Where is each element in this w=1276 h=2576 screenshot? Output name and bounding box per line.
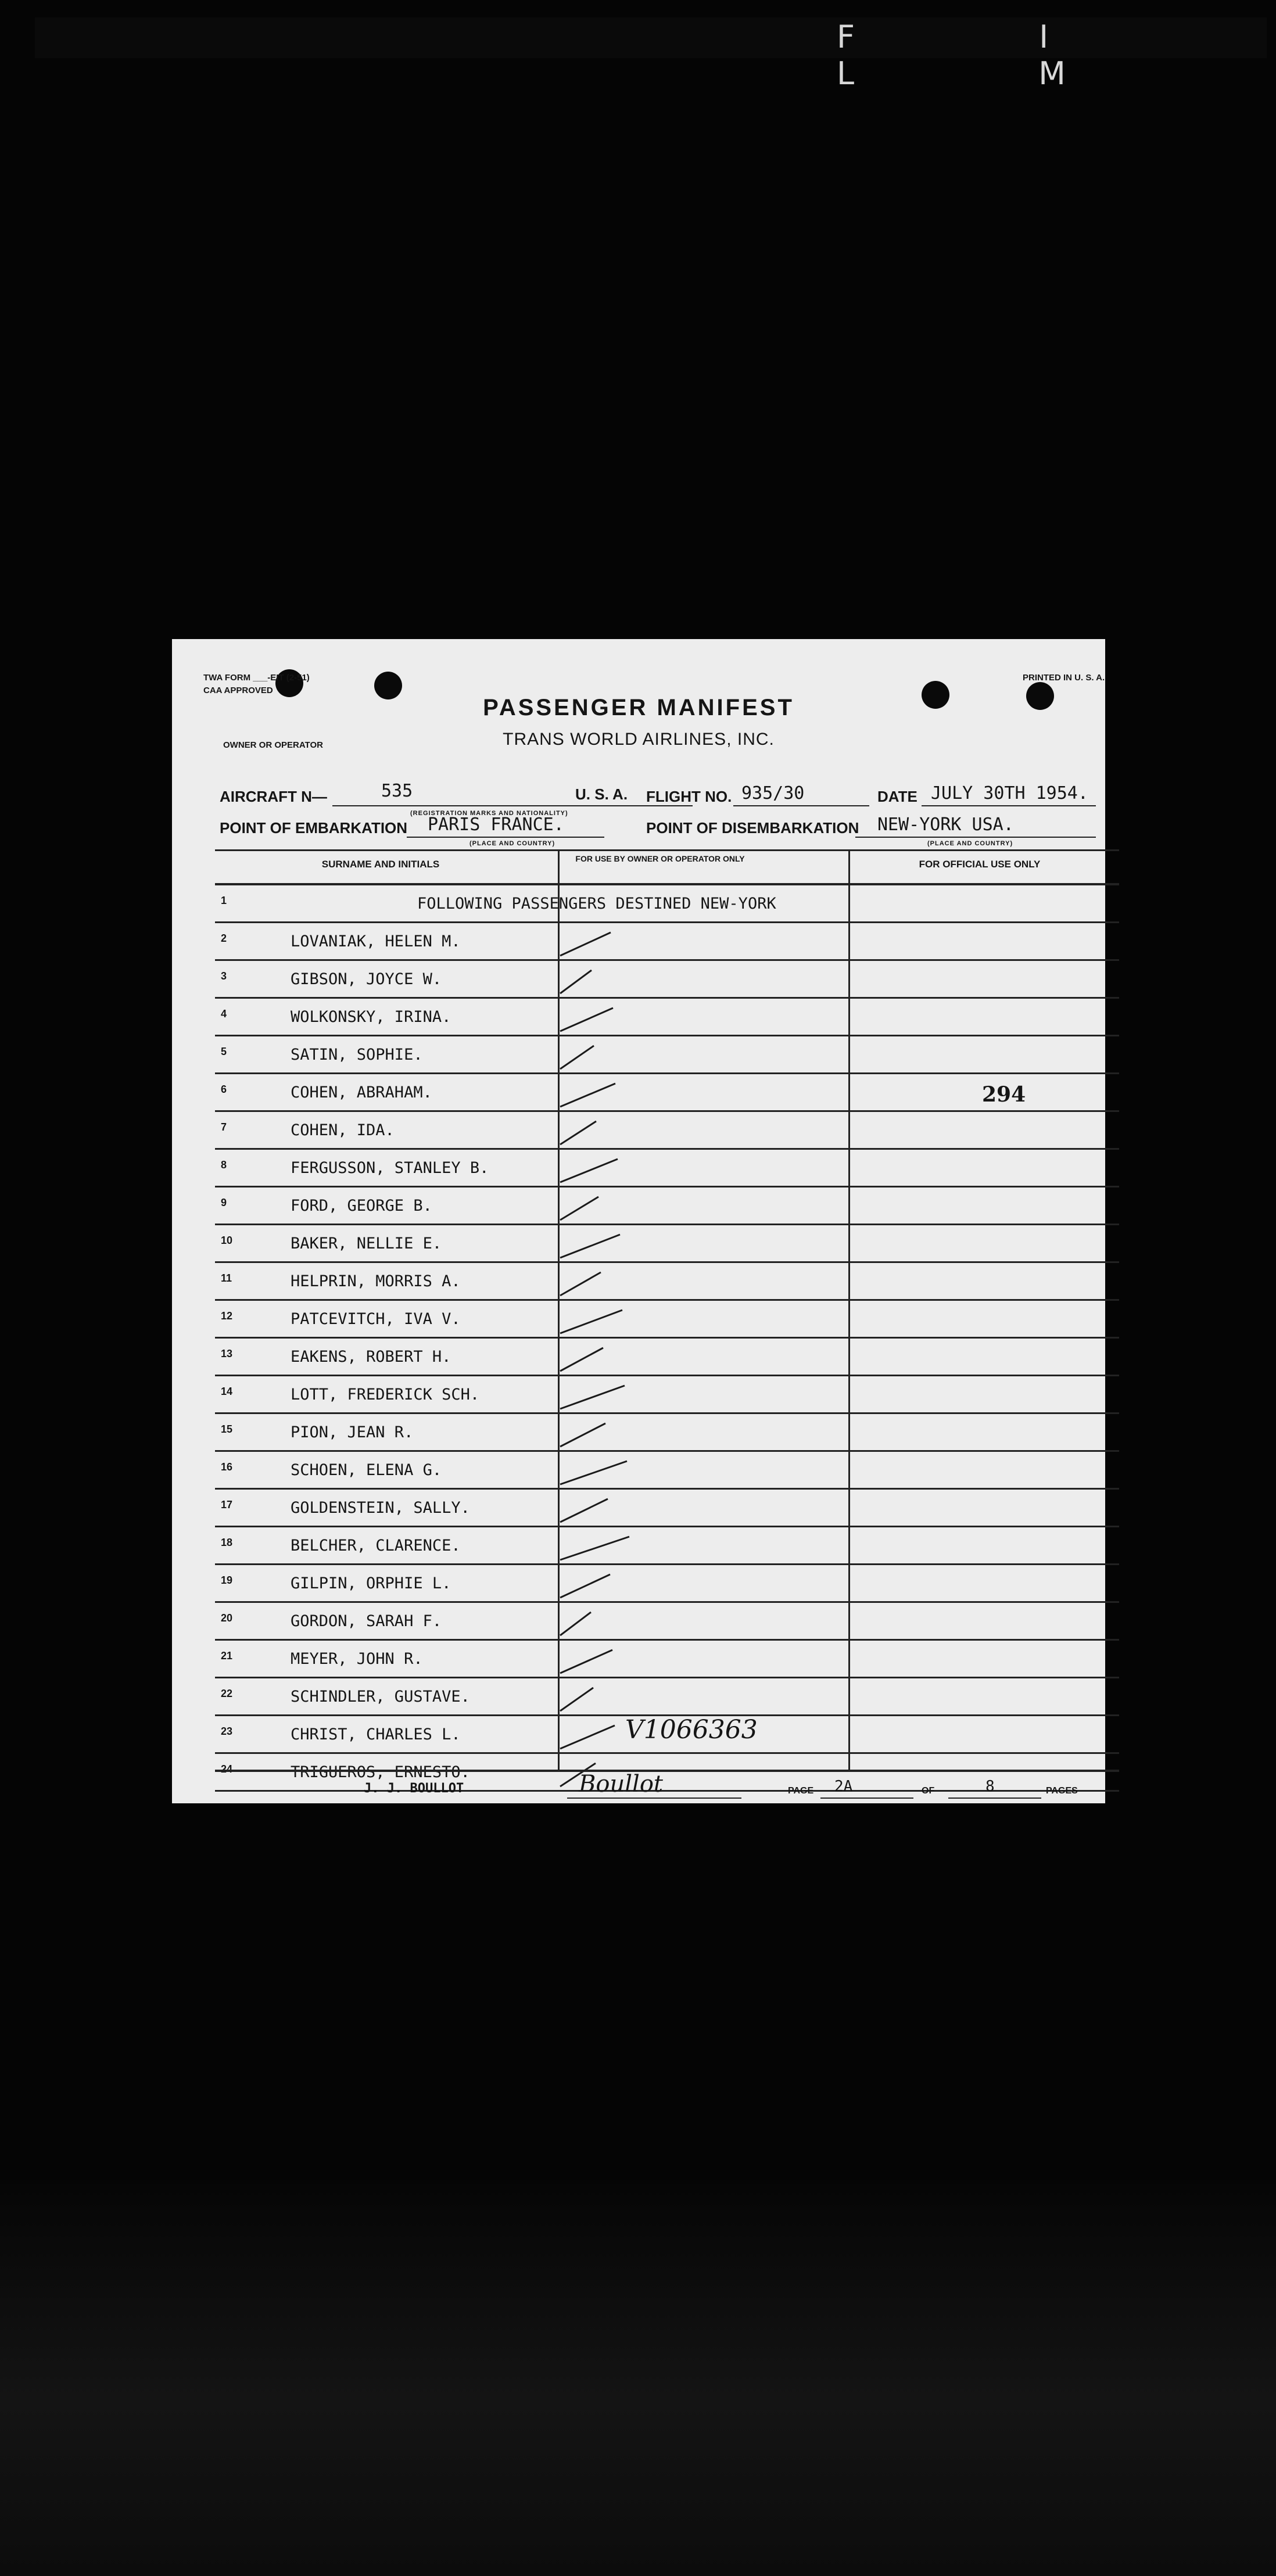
official-entry: 294: [982, 1082, 1026, 1107]
check-mark-icon: [560, 1197, 598, 1220]
check-mark-icon: [560, 970, 592, 993]
check-mark-icon: [560, 1725, 615, 1749]
check-mark-icon: [560, 1688, 593, 1711]
row-number: 19: [221, 1574, 233, 1586]
registration-caption: (REGISTRATION MARKS AND NATIONALITY): [410, 810, 568, 817]
check-mark-icon: [560, 1310, 622, 1333]
row-number: 1: [221, 895, 227, 906]
passenger-name: MEYER, JOHN R.: [291, 1650, 423, 1668]
check-mark-icon: [560, 1612, 591, 1635]
check-mark-icon: [560, 1461, 627, 1484]
page-label: PAGE: [788, 1786, 814, 1796]
aircraft-label: AIRCRAFT N—: [220, 788, 327, 805]
passenger-name: EAKENS, ROBERT H.: [291, 1348, 451, 1366]
film-strip-bottom: [0, 2184, 1276, 2576]
passenger-name: FERGUSSON, STANLEY B.: [291, 1159, 489, 1177]
check-mark-icon: [560, 1537, 629, 1560]
flight-value: 935/30: [741, 783, 805, 803]
passenger-name: GIBSON, JOYCE W.: [291, 970, 442, 988]
row-number: 21: [221, 1650, 233, 1662]
passenger-name: LOTT, FREDERICK SCH.: [291, 1386, 480, 1404]
form-number: TWA FORM ___-EIT (2-51): [203, 673, 310, 683]
signature: Boullot: [579, 1771, 663, 1798]
disembarkation-value: NEW-YORK USA.: [877, 815, 1014, 835]
passenger-name: GILPIN, ORPHIE L.: [291, 1574, 451, 1592]
check-mark-icon: [560, 1650, 612, 1673]
aircraft-value: 535: [381, 781, 413, 801]
disembarkation-label: POINT OF DISEMBARKATION: [646, 819, 859, 837]
embarkation-label: POINT OF EMBARKATION: [220, 819, 408, 837]
row-number: 18: [221, 1537, 233, 1548]
row-number: 6: [221, 1084, 227, 1095]
passenger-name: BELCHER, CLARENCE.: [291, 1537, 461, 1555]
row-number: 11: [221, 1272, 232, 1284]
row-number: 23: [221, 1725, 233, 1737]
row-number: 10: [221, 1235, 233, 1246]
passenger-name: PATCEVITCH, IVA V.: [291, 1310, 461, 1328]
check-mark-icon: [560, 1159, 618, 1182]
check-marks: [172, 639, 1105, 1803]
column-header-official: FOR OFFICIAL USE ONLY: [919, 859, 1041, 870]
usa-label: U. S. A.: [575, 785, 628, 803]
row-number: 13: [221, 1348, 233, 1359]
flight-label: FLIGHT NO.: [646, 788, 732, 805]
passenger-name: SCHINDLER, GUSTAVE.: [291, 1688, 470, 1706]
check-mark-icon: [560, 1386, 625, 1409]
pages-label: PAGES: [1046, 1786, 1078, 1796]
check-mark-icon: [560, 1084, 615, 1107]
row-number: 9: [221, 1197, 227, 1208]
check-mark-icon: [560, 1008, 613, 1031]
owner-label: OWNER OR OPERATOR: [223, 740, 323, 750]
date-value: JULY 30TH 1954.: [931, 783, 1088, 803]
row-number: 24: [221, 1763, 233, 1775]
row-number: 15: [221, 1423, 233, 1435]
manifest-sheet: [172, 639, 1105, 1803]
passenger-name: HELPRIN, MORRIS A.: [291, 1272, 461, 1290]
passenger-name: PION, JEAN R.: [291, 1423, 414, 1441]
date-label: DATE: [877, 788, 917, 805]
check-mark-icon: [560, 1235, 620, 1258]
airline-name: TRANS WORLD AIRLINES, INC.: [503, 730, 775, 749]
of-label: OF: [922, 1786, 935, 1796]
page-title: PASSENGER MANIFEST: [483, 695, 794, 720]
handwritten-number: V1066363: [625, 1715, 758, 1745]
of-value: 8: [985, 1778, 995, 1795]
check-mark-icon: [560, 1423, 605, 1447]
row-number: 12: [221, 1310, 233, 1322]
row-number: 20: [221, 1612, 233, 1624]
row-number: 14: [221, 1386, 233, 1397]
passenger-name: BAKER, NELLIE E.: [291, 1235, 442, 1253]
row-number: 4: [221, 1008, 227, 1020]
row-number: 5: [221, 1046, 227, 1057]
row-number: 22: [221, 1688, 233, 1699]
check-mark-icon: [560, 1046, 594, 1069]
passenger-name: COHEN, ABRAHAM.: [291, 1084, 432, 1102]
row-number: 3: [221, 970, 227, 982]
passenger-name: FORD, GEORGE B.: [291, 1197, 432, 1215]
check-mark-icon: [560, 1574, 610, 1598]
column-header-owner: FOR USE BY OWNER OR OPERATOR ONLY: [575, 854, 745, 863]
check-mark-icon: [560, 1121, 596, 1145]
signer-name: J. J. BOULLOT: [364, 1781, 464, 1796]
film-edge-marks: F I L M: [837, 19, 1153, 92]
row-number: 8: [221, 1159, 227, 1171]
form-approval: CAA APPROVED: [203, 686, 273, 695]
printed-note: PRINTED IN U. S. A.: [1023, 673, 1105, 683]
column-header-surname: SURNAME AND INITIALS: [321, 859, 440, 870]
check-mark-icon: [560, 1499, 608, 1522]
destination-note: FOLLOWING PASSENGERS DESTINED NEW-YORK: [417, 895, 776, 913]
passenger-name: GOLDENSTEIN, SALLY.: [291, 1499, 470, 1517]
disembarkation-caption: (PLACE AND COUNTRY): [927, 840, 1013, 847]
check-mark-icon: [560, 1348, 603, 1371]
row-number: 7: [221, 1121, 227, 1133]
check-mark-icon: [560, 932, 611, 956]
row-number: 16: [221, 1461, 233, 1473]
row-number: 2: [221, 932, 227, 944]
passenger-name: COHEN, IDA.: [291, 1121, 395, 1139]
embarkation-value: PARIS FRANCE.: [428, 815, 564, 835]
row-number: 17: [221, 1499, 233, 1511]
embarkation-caption: (PLACE AND COUNTRY): [469, 840, 555, 847]
passenger-name: WOLKONSKY, IRINA.: [291, 1008, 451, 1026]
passenger-name: LOVANIAK, HELEN M.: [291, 932, 461, 950]
page-value: 2A: [834, 1778, 853, 1795]
check-mark-icon: [560, 1272, 601, 1296]
passenger-name: SCHOEN, ELENA G.: [291, 1461, 442, 1479]
passenger-name: GORDON, SARAH F.: [291, 1612, 442, 1630]
passenger-name: SATIN, SOPHIE.: [291, 1046, 423, 1064]
passenger-name: TRIGUEROS, ERNESTO.: [291, 1763, 470, 1781]
passenger-name: CHRIST, CHARLES L.: [291, 1725, 461, 1743]
